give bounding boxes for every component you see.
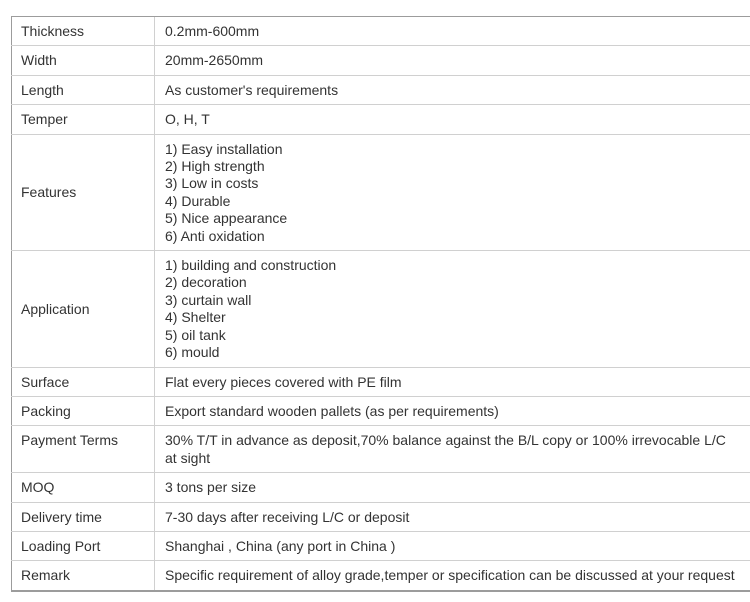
row-label: Features (12, 134, 155, 250)
table-row (12, 105, 750, 134)
list-item: 6) Anti oxidation (165, 227, 265, 244)
table-row (12, 473, 750, 502)
row-label: Remark (12, 561, 155, 591)
row-label: Packing (12, 396, 155, 425)
row-label: Application (12, 251, 155, 367)
table-row (12, 134, 750, 250)
row-value: Specific requirement of alloy grade,temper or specification can be discussed at your request (155, 561, 750, 591)
row-value: O, H, T (155, 105, 750, 134)
table-row (12, 75, 750, 104)
row-label: Temper (12, 105, 155, 134)
list-item: 4) Shelter (165, 309, 226, 326)
row-value (155, 251, 750, 367)
row-label: Delivery time (12, 502, 155, 531)
row-label: Width (12, 46, 155, 75)
table-row (12, 367, 750, 396)
spec-table (11, 16, 750, 592)
list-item: 4) Durable (165, 192, 231, 209)
row-value (155, 134, 750, 250)
row-label: Length (12, 75, 155, 104)
row-value: 0.2mm-600mm (155, 17, 750, 46)
table-row (12, 396, 750, 425)
list-item: 2) decoration (165, 274, 247, 291)
list-item: 2) High strength (165, 158, 265, 175)
list-item: 5) Nice appearance (165, 210, 288, 227)
table-row (12, 426, 750, 473)
row-value: 20mm-2650mm (155, 46, 750, 75)
table-row (12, 561, 750, 591)
row-value: Flat every pieces covered with PE film (155, 367, 750, 396)
row-label: Loading Port (12, 531, 155, 560)
row-label: Payment Terms (12, 426, 155, 473)
table-row (12, 502, 750, 531)
row-value: 3 tons per size (155, 473, 750, 502)
spec-table-container (11, 16, 750, 592)
list-item: 6) mould (165, 344, 220, 361)
table-row (12, 46, 750, 75)
row-label: MOQ (12, 473, 155, 502)
list-item: 1) building and construction (165, 257, 337, 274)
list-item: 3) Low in costs (165, 175, 259, 192)
table-row (12, 17, 750, 46)
row-label: Surface (12, 367, 155, 396)
list-item: 3) curtain wall (165, 291, 252, 308)
table-row (12, 251, 750, 367)
list-item: 5) oil tank (165, 326, 226, 343)
row-value: Shanghai , China (any port in China ) (155, 531, 750, 560)
row-value: As customer's requirements (155, 75, 750, 104)
row-value: 30% T/T in advance as deposit,70% balance against the B/L copy or 100% irrevocable L/C at sight (155, 426, 750, 473)
table-row (12, 531, 750, 560)
row-value: Export standard wooden pallets (as per requirements) (155, 396, 750, 425)
row-value: 7-30 days after receiving L/C or deposit (155, 502, 750, 531)
row-label: Thickness (12, 17, 155, 46)
list-item: 1) Easy installation (165, 140, 283, 157)
